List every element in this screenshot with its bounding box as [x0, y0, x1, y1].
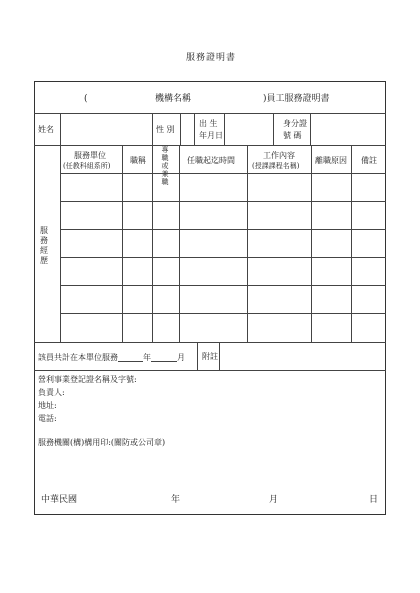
col-work-header: 工作內容 [263, 151, 295, 160]
org-name-label: 機構名稱 [155, 94, 192, 104]
table-row[interactable] [61, 258, 385, 284]
years-unit: 年 [143, 353, 151, 362]
id-number-field[interactable] [311, 114, 385, 144]
birthdate-field[interactable] [225, 114, 272, 144]
col-reason-header: 離職原因 [315, 156, 347, 165]
table-row[interactable] [61, 314, 385, 341]
date-month-label: 月 [269, 495, 279, 505]
col-unit-subheader: (任教科組系所) [63, 162, 111, 170]
table-row[interactable] [61, 286, 385, 312]
id-label-line1: 身分證 [283, 119, 307, 128]
years-blank[interactable] [118, 353, 143, 362]
months-unit: 月 [177, 353, 185, 362]
gender-field[interactable] [181, 114, 193, 144]
gender-label: 性 別 [156, 125, 175, 134]
owner-label: 負責人: [38, 388, 65, 397]
service-history-label: 服務經歷 [40, 226, 48, 265]
seal-label: 服務機關(構)構用印:(關防或公司章) [38, 438, 166, 447]
attach-note-field[interactable] [220, 343, 385, 369]
cert-title: )員工服務證明書 [263, 94, 330, 104]
months-blank[interactable] [151, 353, 177, 362]
attach-note-label: 附註 [202, 352, 218, 361]
name-label: 姓名 [38, 125, 54, 134]
id-label-line2: 號 碼 [283, 131, 302, 140]
name-field[interactable] [61, 114, 151, 144]
date-era-label: 中華民國 [41, 495, 78, 505]
col-note-header: 備註 [361, 156, 377, 165]
birth-label-line2: 年月日 [199, 131, 223, 140]
business-registration-label: 營利事業登記證名稱及字號: [38, 375, 137, 384]
col-title-header: 職稱 [130, 156, 146, 165]
table-row[interactable] [61, 230, 385, 256]
col-unit-header: 服務單位 [74, 151, 106, 160]
address-label: 地址: [38, 401, 57, 410]
date-day-label: 日 [369, 495, 379, 505]
col-work-subheader: (授課課程名稱) [252, 162, 300, 170]
total-service-sentence [38, 353, 185, 362]
total-service-prefix: 該員共計在本單位服務 [38, 353, 118, 362]
phone-label: 電話: [38, 414, 57, 423]
birth-label-line1: 出 生 [199, 119, 218, 128]
table-row[interactable] [61, 174, 385, 200]
open-paren: ( [84, 94, 88, 104]
col-type-header: 專職或兼職 [161, 146, 169, 187]
document-title: 服務證明書 [186, 53, 237, 63]
date-year-label: 年 [171, 495, 181, 505]
col-period-header: 任職起迄時間 [187, 156, 235, 165]
table-row[interactable] [61, 202, 385, 228]
